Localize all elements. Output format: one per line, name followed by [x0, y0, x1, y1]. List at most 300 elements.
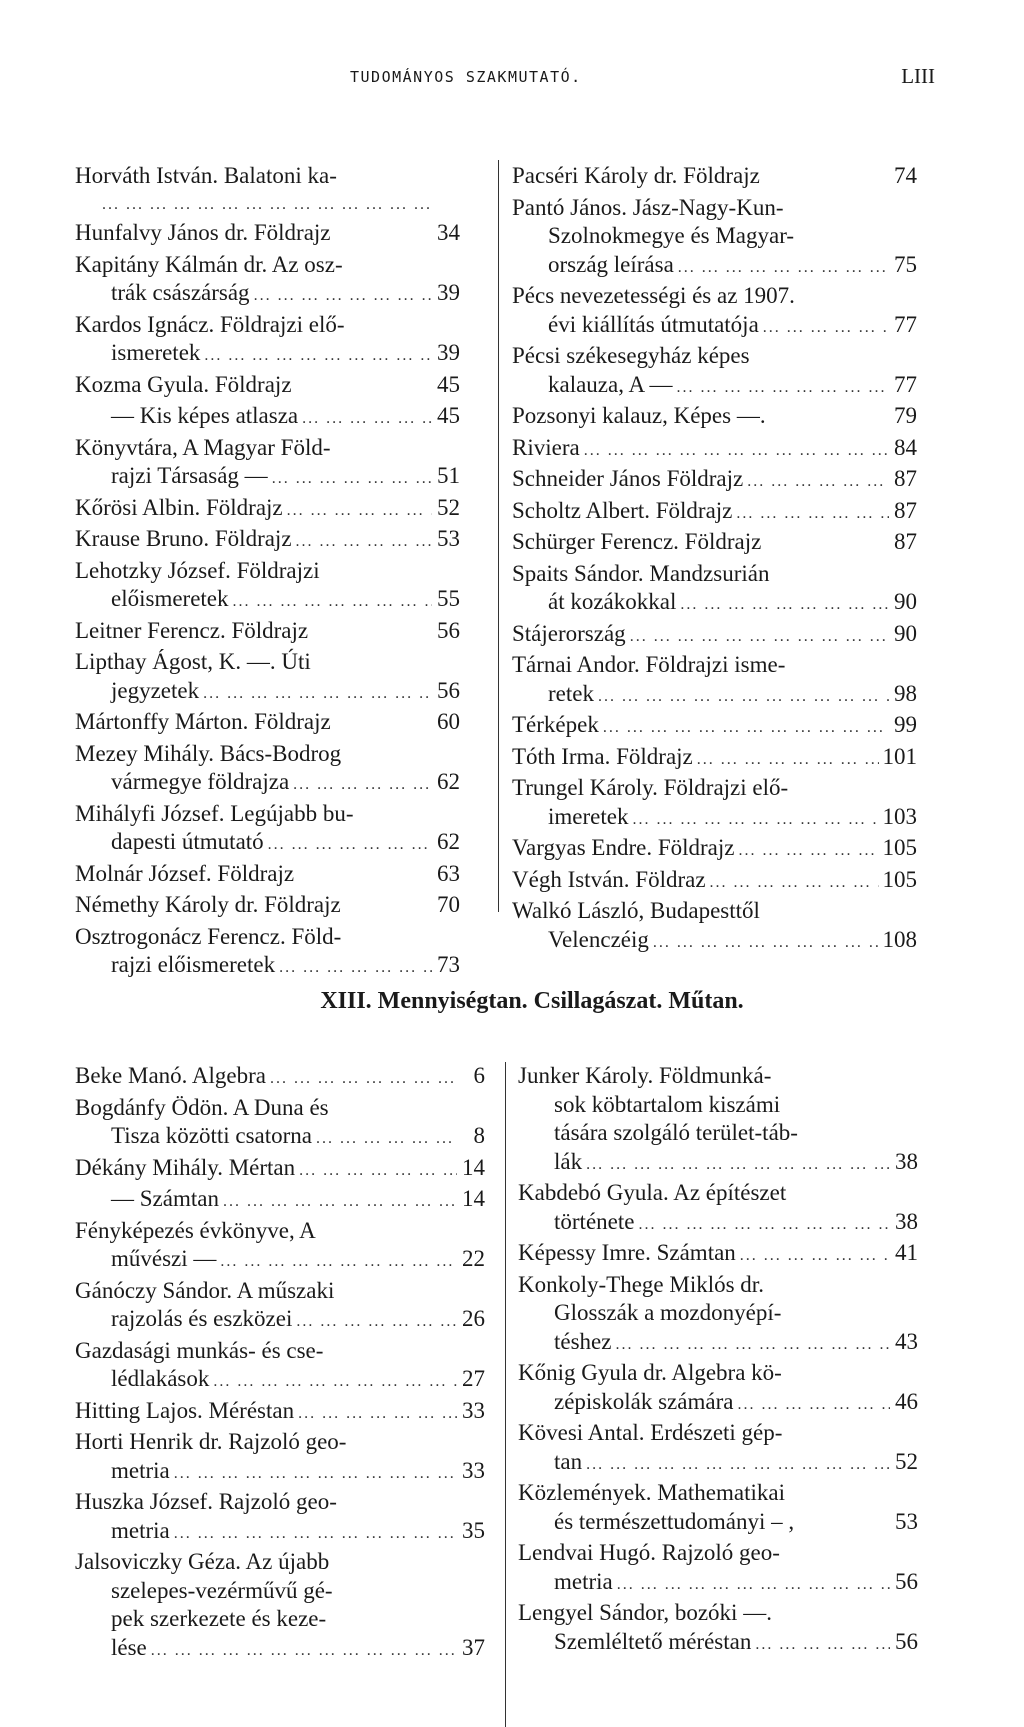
index-entry-line [512, 803, 917, 835]
entry-text: Pécs nevezetességi és az 1907. [512, 283, 795, 308]
index-column-right-top [512, 162, 917, 957]
entry-text: Lehotzky József. Földrajzi [75, 557, 320, 583]
entry-text: Közlemények. Mathematikai [518, 1480, 785, 1505]
dot-leader [174, 1460, 457, 1489]
index-entry-line [75, 1605, 485, 1634]
index-entry-line [75, 800, 460, 829]
index-entry-line [75, 279, 460, 311]
page-reference: 45 [437, 371, 460, 397]
dot-leader [598, 683, 889, 712]
index-entry-line [512, 194, 917, 223]
entry-text: Tisza közötti csatorna [111, 1123, 313, 1148]
dot-leader [678, 254, 889, 283]
entry-text: Leitner Ferencz. Földrajz [75, 617, 309, 643]
entry-text: trák császárság [111, 280, 250, 305]
dot-leader [710, 869, 879, 898]
index-entry-line [75, 1154, 485, 1186]
dot-leader [316, 1125, 457, 1154]
entry-text: Osztrogonácz Ferencz. Föld- [75, 923, 342, 949]
page-reference: 52 [437, 494, 460, 520]
index-entry [75, 617, 460, 649]
page-reference: 56 [895, 1628, 918, 1654]
page-reference: 108 [882, 926, 917, 952]
entry-text: Pécsi székesegyház képes [512, 343, 750, 368]
index-entry-line [75, 1185, 485, 1217]
entry-text: Szemléltető méréstan [554, 1628, 752, 1654]
index-entry [75, 557, 460, 617]
index-entry-line [75, 1365, 485, 1397]
index-entry-line [518, 1062, 918, 1091]
index-entry-line [518, 1091, 918, 1120]
entry-text: Szolnokmegye és Magyar- [548, 223, 795, 248]
entry-text: Vargyas Endre. Földrajz [512, 835, 735, 860]
index-entry-line [512, 251, 917, 283]
index-entry [75, 371, 460, 403]
index-entry-line [518, 1328, 918, 1360]
entry-text: Horváth István. Balatoni ka- [75, 163, 337, 188]
dot-leader [677, 374, 889, 403]
page-reference: 8 [473, 1123, 485, 1148]
entry-text: Pozsonyi kalauz, Képes —. [512, 403, 766, 428]
running-header [330, 64, 935, 98]
entry-text: Stájerország [512, 620, 626, 646]
index-entry-line [512, 588, 917, 620]
index-entry-line [512, 371, 917, 403]
entry-text: Kapitány Kálmán dr. Az osz- [75, 251, 343, 277]
entry-text: Huszka József. Rajzoló geo- [75, 1489, 337, 1514]
page-reference: 74 [894, 163, 917, 188]
entry-text: zépiskolák számára [554, 1388, 734, 1414]
index-entry-line [75, 923, 460, 952]
dot-leader [79, 191, 432, 220]
entry-text: Spaits Sándor. Mandzsurián [512, 560, 770, 586]
entry-text: Horti Henrik dr. Rajzoló geo- [75, 1429, 347, 1454]
entry-text: Velenczéig [548, 926, 649, 952]
entry-text: metria [111, 1517, 170, 1543]
index-entry-line [75, 1337, 485, 1366]
page-reference: 6 [473, 1063, 485, 1088]
entry-text: Kövesi Antal. Erdészeti gép- [518, 1420, 783, 1445]
entry-text: Jalsoviczky Géza. Az újabb [75, 1549, 330, 1574]
index-entry-line [75, 339, 460, 371]
index-entry [512, 651, 917, 711]
dot-leader [617, 1571, 890, 1600]
index-entry-line [75, 1122, 485, 1154]
index-entry-line [75, 434, 460, 463]
index-entry-line [75, 1094, 485, 1123]
dot-leader [254, 282, 432, 311]
entry-text: Végh István. Földraz [512, 866, 706, 892]
index-entry [512, 834, 917, 866]
index-entry-line [75, 219, 460, 251]
page-reference: 51 [437, 463, 460, 488]
index-entry [75, 740, 460, 800]
page-reference: 35 [462, 1517, 485, 1543]
index-entry-line [518, 1179, 918, 1208]
section-heading: XIII. Mennyiségtan. Csillagászat. Műtan. [320, 988, 744, 1014]
entry-text: ország leírása [548, 251, 674, 277]
entry-text: jegyzetek [111, 677, 200, 703]
index-entry [512, 774, 917, 834]
page-reference: 63 [437, 860, 460, 886]
page-reference: 73 [437, 952, 460, 977]
page-reference: 41 [895, 1240, 918, 1265]
index-entry-line [512, 620, 917, 652]
entry-text: lédlakások [111, 1366, 210, 1391]
index-entry-line [518, 1599, 918, 1628]
index-entry-line [75, 1517, 485, 1549]
page-reference: 39 [437, 280, 460, 305]
entry-text: Walkó László, Budapesttől [512, 898, 760, 923]
entry-text: Konkoly-Thege Miklós dr. [518, 1271, 764, 1297]
index-entry-line [512, 311, 917, 343]
index-entry [512, 866, 917, 898]
entry-text: rajzolás és eszközei [111, 1306, 293, 1331]
index-entry-line [518, 1359, 918, 1388]
entry-text: Schürger Ferencz. Földrajz [512, 529, 762, 554]
page-reference: 84 [894, 434, 917, 460]
index-column-left-top [75, 162, 460, 983]
entry-text: Pacséri Károly dr. Földrajz [512, 163, 760, 188]
entry-text: Tóth Irma. Földrajz [512, 743, 693, 769]
entry-text: Lipthay Ágost, K. —. Úti [75, 649, 311, 674]
entry-text: Lengyel Sándor, bozóki —. [518, 1600, 772, 1625]
page-reference: 53 [437, 526, 460, 551]
index-entry-line [75, 860, 460, 892]
dot-leader [268, 831, 432, 860]
entry-text: Tárnai Andor. Földrajzi isme- [512, 652, 786, 677]
index-entry-line [75, 525, 460, 557]
page-reference: 53 [895, 1508, 918, 1534]
index-entry-line [512, 434, 917, 466]
index-entry [512, 342, 917, 402]
dot-leader [204, 342, 432, 371]
entry-text: Gánóczy Sándor. A műszaki [75, 1277, 335, 1303]
dot-leader [638, 1211, 890, 1240]
page-reference: 14 [462, 1154, 485, 1180]
dot-leader [220, 1248, 457, 1277]
entry-text: Trungel Károly. Földrajzi elő- [512, 775, 789, 800]
entry-text: Könyvtára, A Magyar Föld- [75, 434, 331, 460]
index-entry-line [512, 222, 917, 251]
index-entry-line [75, 1397, 485, 1429]
entry-text: metria [554, 1568, 613, 1594]
entry-text: dapesti útmutató [111, 829, 264, 854]
index-entry [512, 528, 917, 560]
index-entry-line [75, 1428, 485, 1457]
index-entry-line [518, 1119, 918, 1148]
page-reference: 62 [437, 769, 460, 794]
dot-leader [203, 680, 432, 709]
index-entry [75, 1397, 485, 1429]
index-entry-line [512, 743, 917, 775]
index-entry-line [512, 560, 917, 589]
entry-text: Hunfalvy János dr. Földrajz [75, 220, 331, 245]
index-entry-line [75, 1062, 485, 1094]
entry-text: Kabdebó Gyula. Az építészet [518, 1180, 787, 1205]
entry-text: Scholtz Albert. Földrajz [512, 497, 733, 523]
index-entry-line [518, 1568, 918, 1600]
index-entry [518, 1539, 918, 1599]
page-reference: 70 [437, 892, 460, 917]
page-reference: 101 [882, 743, 917, 769]
index-entry-line [512, 774, 917, 803]
page-reference: 87 [894, 497, 917, 523]
entry-text: — Kis képes atlasza [111, 403, 299, 428]
index-entry [512, 434, 917, 466]
index-entry-line [512, 866, 917, 898]
index-entry [75, 1277, 485, 1337]
index-entry-line [512, 680, 917, 712]
dot-leader [223, 1188, 457, 1217]
page-reference: 26 [462, 1306, 485, 1331]
dot-leader [302, 405, 432, 434]
index-entry-line [75, 1277, 485, 1306]
index-entry-line [518, 1479, 918, 1508]
index-entry-line [518, 1508, 918, 1540]
entry-text: át kozákokkal [548, 589, 677, 614]
index-entry [512, 162, 917, 194]
entry-text: Dékány Mihály. Mértan [75, 1154, 296, 1180]
entry-text: Fényképezés évkönyve, A [75, 1217, 316, 1243]
page-reference: 103 [882, 803, 917, 829]
page-reference: 56 [437, 677, 460, 703]
entry-text: retek [548, 680, 594, 706]
entry-text: Glosszák a mozdonyépí- [554, 1300, 782, 1325]
page-reference: 56 [895, 1568, 918, 1594]
index-entry-line [518, 1148, 918, 1180]
index-entry [512, 897, 917, 957]
index-entry-line [512, 497, 917, 529]
page-reference: 22 [462, 1246, 485, 1271]
entry-text: rajzi előismeretek [111, 952, 276, 977]
index-entry [518, 1479, 918, 1539]
index-entry-line [512, 926, 917, 958]
page-reference: 55 [437, 586, 460, 611]
dot-leader [630, 623, 889, 652]
index-entry [75, 1094, 485, 1154]
index-entry [75, 402, 460, 434]
index-entry-line [75, 617, 460, 649]
entry-text: metria [111, 1457, 170, 1483]
page-reference: 56 [437, 617, 460, 643]
dot-leader [296, 1308, 457, 1337]
index-entry [512, 194, 917, 283]
index-entry-line [512, 834, 917, 866]
index-entry-line [75, 648, 460, 677]
index-entry-line [75, 251, 460, 280]
index-entry-line [75, 462, 460, 494]
page-reference: 33 [462, 1397, 485, 1423]
page-reference: 79 [894, 403, 917, 428]
index-entry [75, 251, 460, 311]
dot-leader [697, 746, 879, 775]
index-entry-line [512, 282, 917, 311]
index-entry-line [518, 1419, 918, 1448]
index-entry-line [512, 711, 917, 743]
entry-text: művészi — [111, 1246, 217, 1271]
dot-leader [272, 465, 432, 494]
index-entry [518, 1271, 918, 1360]
index-entry [75, 1185, 485, 1217]
entry-text: Kozma Gyula. Földrajz [75, 371, 292, 397]
index-entry [518, 1179, 918, 1239]
dot-leader [739, 837, 879, 866]
entry-text: és természettudományi – , [554, 1508, 795, 1534]
entry-text: lése [111, 1634, 147, 1660]
dot-leader [151, 1637, 457, 1666]
index-entry [512, 560, 917, 620]
dot-leader [299, 1157, 457, 1186]
index-entry [518, 1359, 918, 1419]
index-entry [75, 162, 460, 219]
page-reference: 90 [894, 589, 917, 614]
index-entry [75, 800, 460, 860]
index-entry [518, 1239, 918, 1271]
page-reference: 45 [437, 403, 460, 428]
index-entry-line [512, 465, 917, 497]
index-entry-line [75, 1457, 485, 1489]
index-entry-line [75, 557, 460, 586]
page-reference: 75 [894, 251, 917, 277]
index-entry [512, 282, 917, 342]
index-entry-line [512, 651, 917, 680]
entry-text: pek szerkezete és keze- [111, 1606, 327, 1631]
index-entry-line [75, 1305, 485, 1337]
entry-text: Térképek [512, 712, 599, 737]
entry-text: Junker Károly. Földmunká- [518, 1063, 772, 1088]
dot-leader [296, 528, 432, 557]
page-reference: 62 [437, 829, 460, 854]
entry-text: évi kiállítás útmutatója [548, 311, 759, 337]
index-entry [75, 1337, 485, 1397]
index-entry [518, 1062, 918, 1179]
index-entry-line [75, 1548, 485, 1577]
entry-text: vármegye földrajza [111, 769, 290, 794]
entry-text: Krause Bruno. Földrajz [75, 526, 292, 551]
index-entry [512, 620, 917, 652]
page-reference: 14 [462, 1186, 485, 1211]
dot-leader [615, 1331, 890, 1360]
index-entry-line [75, 740, 460, 769]
index-entry [75, 923, 460, 983]
page-reference: 105 [882, 835, 917, 860]
index-entry-line [75, 677, 460, 709]
entry-text: szelepes-vezérművű gé- [111, 1577, 333, 1603]
dot-leader [632, 806, 878, 835]
dot-leader [586, 1151, 890, 1180]
page-reference: 99 [894, 712, 917, 737]
index-entry-line [75, 891, 460, 923]
page-reference: 33 [462, 1457, 485, 1483]
entry-text: Bogdánfy Ödön. A Duna és [75, 1094, 329, 1120]
index-entry-line [518, 1271, 918, 1300]
index-entry [75, 494, 460, 526]
index-entry [75, 1217, 485, 1277]
index-entry-line [518, 1539, 918, 1568]
index-entry-line [75, 402, 460, 434]
entry-text: Képessy Imre. Számtan [518, 1240, 736, 1265]
index-entry-line [75, 585, 460, 617]
index-entry-line [518, 1208, 918, 1240]
index-entry [75, 860, 460, 892]
index-entry-line [512, 342, 917, 371]
page-reference: 90 [894, 620, 917, 646]
entry-text: története [554, 1208, 635, 1234]
index-entry-line [75, 1245, 485, 1277]
index-entry [75, 525, 460, 557]
index-entry [518, 1419, 918, 1479]
entry-text: rajzi Társaság — [111, 463, 268, 488]
entry-text: Pantó János. Jász-Nagy-Kun- [512, 194, 784, 220]
page-reference: 87 [894, 466, 917, 491]
dot-leader [174, 1520, 457, 1549]
index-entry [75, 1548, 485, 1665]
dot-leader [233, 588, 432, 617]
page-reference: 52 [895, 1448, 918, 1474]
index-entry [75, 219, 460, 251]
index-entry-line [518, 1628, 918, 1660]
entry-text: Kőnig Gyula dr. Algebra kö- [518, 1360, 782, 1385]
index-entry [75, 1062, 485, 1094]
dot-leader [755, 1631, 890, 1660]
page-reference: 38 [895, 1208, 918, 1234]
dot-leader [747, 468, 889, 497]
dot-leader [213, 1368, 457, 1397]
index-entry-line [75, 1488, 485, 1517]
index-entry-line [75, 191, 460, 220]
index-entry [75, 648, 460, 708]
index-entry [512, 465, 917, 497]
index-column-right-bottom [518, 1062, 918, 1659]
index-entry-line [75, 768, 460, 800]
entry-text: sok köbtartalom kiszámi [554, 1091, 781, 1117]
index-entry [518, 1599, 918, 1659]
index-entry [512, 711, 917, 743]
index-entry [75, 1488, 485, 1548]
index-entry-line [512, 162, 917, 194]
entry-text: Mártonffy Márton. Földrajz [75, 709, 331, 734]
page-reference: 98 [894, 680, 917, 706]
dot-leader [279, 954, 432, 983]
page-reference: 27 [462, 1366, 485, 1391]
entry-text: Schneider János Földrajz [512, 466, 744, 491]
header-title: TUDOMÁNYOS SZAKMUTATÓ. [350, 68, 582, 86]
dot-leader [653, 929, 879, 958]
page-reference: 43 [895, 1328, 918, 1354]
dot-leader [763, 314, 889, 343]
index-entry-line [75, 311, 460, 340]
dot-leader [737, 1391, 890, 1420]
entry-text: lák [554, 1148, 583, 1174]
entry-text: kalauza, A — [548, 371, 673, 397]
page-reference: 77 [894, 311, 917, 337]
entry-text: Mezey Mihály. Bács-Bodrog [75, 740, 342, 766]
index-entry-line [518, 1388, 918, 1420]
column-divider-top [498, 160, 499, 912]
dot-leader [586, 1451, 890, 1480]
index-entry-line [75, 1577, 485, 1606]
entry-text: téshez [554, 1328, 612, 1354]
dot-leader [603, 714, 889, 743]
entry-text: előismeretek [111, 586, 229, 611]
dot-leader [287, 497, 432, 526]
page-reference: 105 [882, 866, 917, 892]
dot-leader [740, 1242, 890, 1271]
index-entry-line [518, 1448, 918, 1480]
entry-text: Némethy Károly dr. Földrajz [75, 892, 341, 917]
entry-text: Molnár József. Földrajz [75, 860, 295, 886]
